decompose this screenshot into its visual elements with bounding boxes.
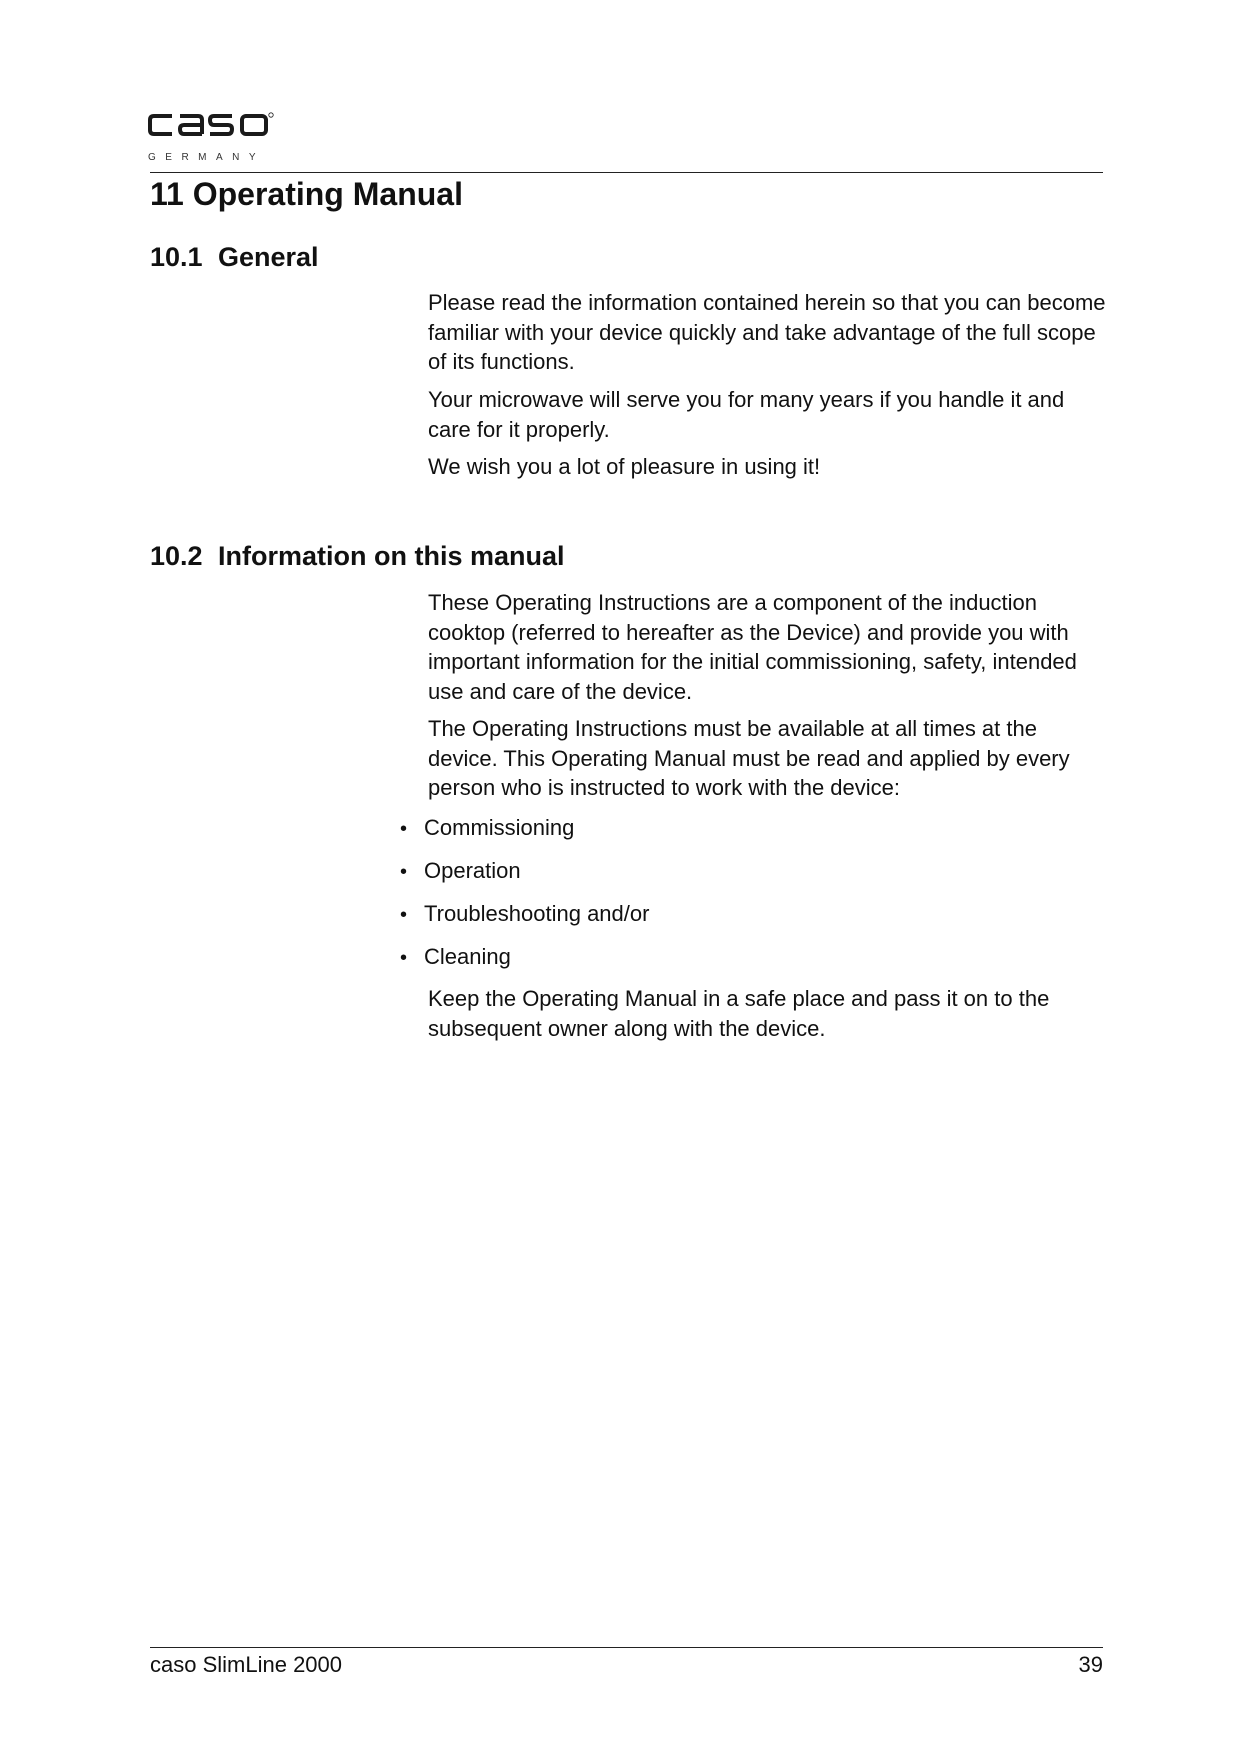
caso-logo-mark xyxy=(148,110,274,140)
section-manual-title: Information on this manual xyxy=(218,541,565,571)
bullet-icon: • xyxy=(400,818,408,840)
general-paragraph-1: Please read the information contained herein so that you can become familiar with your device quickly and take advantage of the full scope of its functions. xyxy=(428,290,1106,374)
manual-closing-paragraph: Keep the Operating Manual in a safe place and pass it on to the subsequent owner along with the device. xyxy=(428,986,1050,1041)
list-item xyxy=(400,856,649,899)
bullet-text: Commissioning xyxy=(424,815,575,840)
header-divider xyxy=(150,172,1103,173)
section-general-heading xyxy=(150,242,319,273)
bullet-text: Cleaning xyxy=(424,944,511,969)
footer-divider xyxy=(150,1647,1103,1648)
bullet-icon: • xyxy=(400,904,408,926)
bullet-icon: • xyxy=(400,861,408,883)
footer-page-number: 39 xyxy=(1078,1652,1103,1677)
footer-product-name: caso SlimLine 2000 xyxy=(150,1652,343,1677)
list-item xyxy=(400,899,649,942)
logo-subtitle: GERMANY xyxy=(148,152,266,163)
brand-logo xyxy=(148,110,278,170)
manual-paragraph-1: These Operating Instructions are a component of the induction cooktop (referred to hereafter as the Device) and provide you with important information for the initial commissioning, safety, intended use and care of the device. xyxy=(428,590,1077,704)
list-item xyxy=(400,942,649,985)
usage-bullet-list xyxy=(400,813,649,985)
bullet-text: Operation xyxy=(424,858,521,883)
section-manual-number: 10.2 xyxy=(150,541,203,571)
bullet-icon: • xyxy=(400,947,408,969)
general-paragraph-3: We wish you a lot of pleasure in using it! xyxy=(428,454,821,479)
manual-paragraph-2: The Operating Instructions must be available at all times at the device. This Operating Manual must be read and applied by every person who is instructed to work with the device: xyxy=(428,716,1070,800)
general-paragraph-2: Your microwave will serve you for many years if you handle it and care for it properly. xyxy=(428,387,1065,442)
section-manual-heading xyxy=(150,541,565,572)
section-general-title: General xyxy=(218,242,319,272)
chapter-title: 11 Operating Manual xyxy=(150,176,463,212)
bullet-text: Troubleshooting and/or xyxy=(424,901,650,926)
section-general-number: 10.1 xyxy=(150,242,203,272)
list-item xyxy=(400,813,649,856)
